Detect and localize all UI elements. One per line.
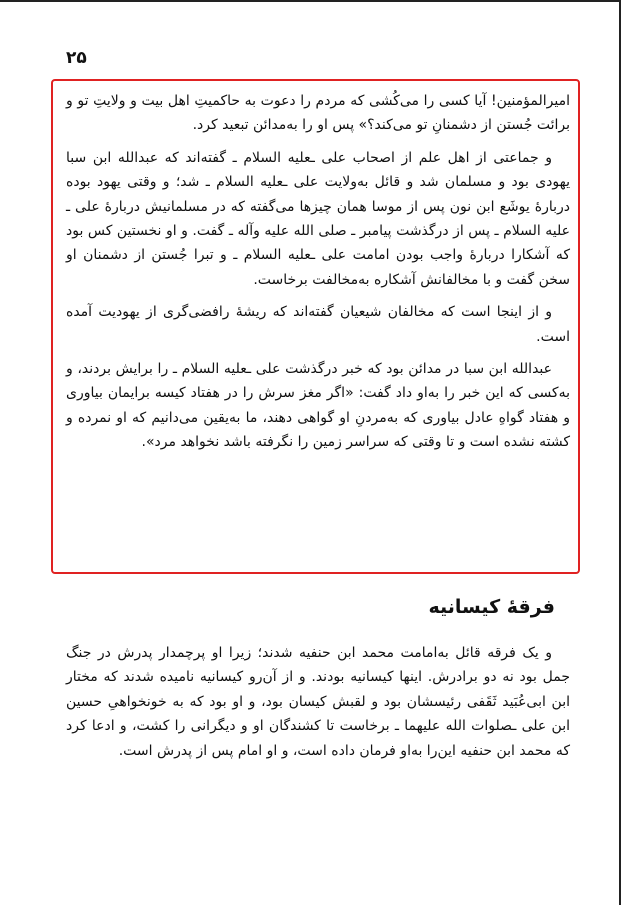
- section-text-block: [66, 641, 570, 763]
- section-heading: فرقهٔ کیسانیه: [428, 596, 555, 618]
- page-number: ۲۵: [66, 48, 87, 68]
- highlighted-paragraph-1: امیرالمؤمنین! آیا کسی را می‌کُشی که مردم را دعوت به حاکمیتِ اهل بیت و ولایتِ تو و برائت جُستن از دشمنانِ تو می‌کند؟» پس او را به‌مدائن تبعید کرد.: [66, 93, 570, 134]
- section-paragraph-1: و یک فرقه قائل به‌امامت محمد ابن حنفیه شدند؛ زیرا او پرچمدار پدرش در جنگ جمل بود نه دو برادرش. اینها کیسانیه بودند. و از آن‌رو کیسانیه نامیده شدند که مختار ابن ابی‌عُبَید ثَقَفی رئیسشان بود و لقبش کیسان بود، و او بود که به خونخواهیِ حسین ابن علی ـصلوات الله علیهما ـ برخاست تا کشندگان او و دیگرانی را کشت، و ادعا کرد که محمد ابن حنفیه این‌را به‌او فرمان داده است، و او امام پس از پدرش است.: [66, 645, 570, 759]
- highlighted-paragraph-2: و جماعتی از اهل علم از اصحاب علی ـعلیه السلام ـ گفته‌اند که عبدالله ابن سبا یهودی بود و مسلمان شد و قائل به‌ولایت علی ـعلیه السلام ـ شد؛ و وقتی یهود بوده دربارهٔ یوشَع ابن نون پس از موسا همان چیزها می‌گفته که در مسلمانیش دربارهٔ علی ـ علیه السلام ـ پس از درگذشت پیامبر ـ صلی الله علیه وآله ـ گفت. و او نخستین کس بود که آشکارا دربارهٔ واجب بودن امامت علی ـعلیه السلام ـ و تبرا جُستن از دشمنان او سخن گفت و با مخالفانش آشکاره به‌مخالفت برخاست.: [66, 149, 570, 288]
- top-border-rule: [0, 0, 621, 2]
- highlighted-text-block: [66, 89, 570, 455]
- highlighted-paragraph-4: عبدالله ابن سبا در مدائن بود که خبر درگذشت علی ـعلیه السلام ـ را برایش بردند، و به‌کسی که این خبر را به‌او داد گفت: «اگر مغز سرش را در هفتاد کیسه برایمان بیاوری و هفتاد گواهِ عادل بیاوری که به‌مردنِ او گواهی دهند، ما به‌یقین می‌دانیم که او نمرده و کشته نشده است و تا وقتی که سراسر زمین را نگرفته باشد نخواهد مرد».: [66, 361, 570, 451]
- highlighted-paragraph-3: و از اینجا است که مخالفان شیعیان گفته‌اند که ریشهٔ رافضی‌گری از یهودیت آمده است.: [66, 304, 570, 345]
